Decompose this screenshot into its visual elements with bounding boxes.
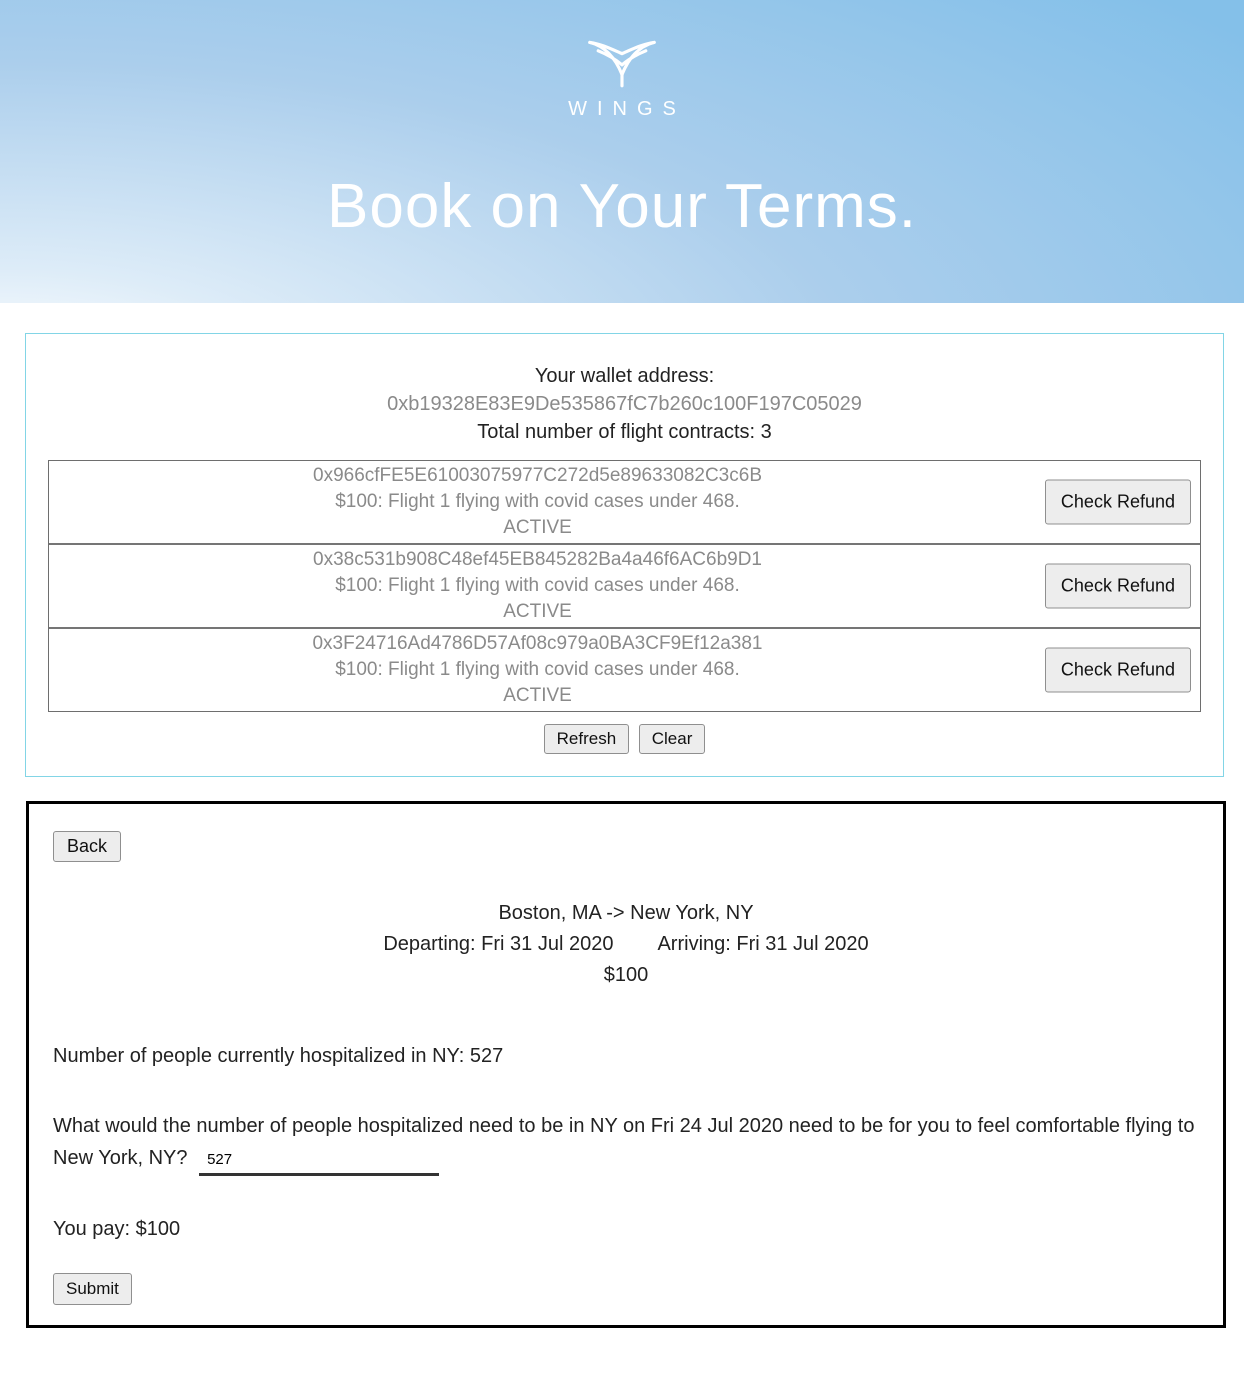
contract-info — [49, 463, 1026, 541]
contract-row — [49, 629, 1200, 711]
wings-logo-icon — [573, 34, 671, 90]
contract-description: $100: Flight 1 flying with covid cases under 468. — [335, 575, 740, 596]
contract-status: ACTIVE — [503, 601, 572, 622]
contract-status: ACTIVE — [503, 517, 572, 538]
contract-row — [49, 545, 1200, 629]
you-pay-line: You pay: $100 — [53, 1218, 181, 1240]
contract-description: $100: Flight 1 flying with covid cases under 468. — [335, 659, 740, 680]
flight-price: $100 — [603, 964, 649, 986]
contract-description: $100: Flight 1 flying with covid cases under 468. — [335, 491, 740, 512]
contract-address: 0x3F24716Ad4786D57Af08c979a0BA3CF9Ef12a381 — [312, 633, 763, 654]
contracts-count: Total number of flight contracts: 3 — [477, 421, 772, 443]
check-refund-button[interactable]: Check Refund — [1045, 480, 1191, 525]
contract-address: 0x966cfFE5E61003075977C272d5e89633082C3c6B — [313, 465, 762, 486]
route: Boston, MA -> New York, NY — [498, 902, 754, 924]
wallet-address-label: Your wallet address: — [534, 365, 715, 387]
wallet-address-value: 0xb19328E83E9De535867fC7b260c100F197C05029 — [387, 393, 862, 415]
check-refund-button[interactable]: Check Refund — [1045, 648, 1191, 693]
flight-dates — [53, 929, 1199, 960]
threshold-question — [53, 1110, 1199, 1176]
submit-button[interactable]: Submit — [53, 1273, 132, 1305]
threshold-input[interactable] — [199, 1149, 439, 1176]
refresh-button[interactable]: Refresh — [544, 724, 630, 754]
wallet-panel — [25, 333, 1224, 777]
flight-summary — [53, 898, 1199, 991]
contract-info — [49, 547, 1026, 625]
brand-name: WINGS — [568, 98, 686, 120]
departing-date: Departing: Fri 31 Jul 2020 — [383, 933, 614, 955]
table-actions — [48, 724, 1201, 754]
clear-button[interactable]: Clear — [639, 724, 706, 754]
contract-row — [49, 461, 1200, 545]
arriving-date: Arriving: Fri 31 Jul 2020 — [657, 933, 869, 955]
back-button[interactable]: Back — [53, 831, 121, 862]
contract-info — [49, 631, 1026, 709]
hospitalized-count-line: Number of people currently hospitalized in NY: 527 — [53, 1045, 504, 1067]
contract-status: ACTIVE — [503, 685, 572, 706]
contract-table — [48, 460, 1201, 712]
threshold-question-text: What would the number of people hospitalized need to be in NY on Fri 24 Jul 2020 need to be for you to feel comfortable flying to New York, NY? — [53, 1115, 1195, 1169]
booking-panel — [26, 801, 1226, 1328]
check-refund-button[interactable]: Check Refund — [1045, 564, 1191, 609]
hero-banner — [0, 0, 1244, 303]
tagline: Book on Your Terms. — [327, 172, 917, 241]
contract-address: 0x38c531b908C48ef45EB845282Ba4a46f6AC6b9D1 — [313, 549, 762, 570]
